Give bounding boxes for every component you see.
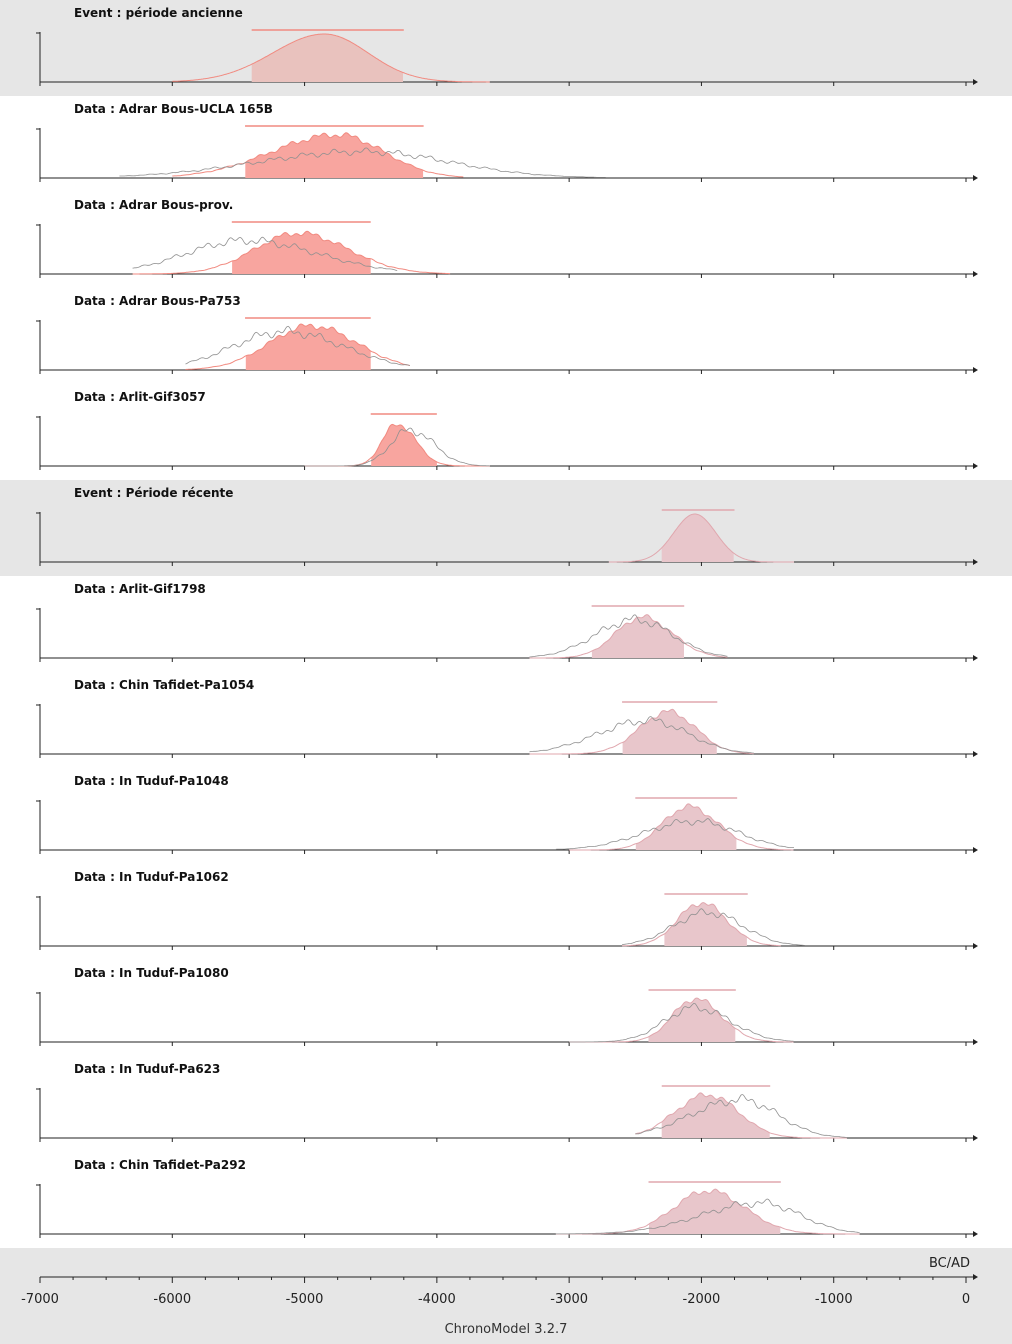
panel-title: Data : Arlit-Gif1798: [74, 582, 206, 596]
panel-title: Data : In Tuduf-Pa1080: [74, 966, 229, 980]
hpd-fill: [623, 709, 717, 754]
axis-arrow-icon: [973, 655, 978, 661]
axis-arrow-icon: [973, 1039, 978, 1045]
axis-arrow-icon: [973, 271, 978, 277]
panel-data: [36, 1062, 978, 1142]
hpd-fill: [232, 231, 371, 274]
panel-title: Data : Arlit-Gif3057: [74, 390, 206, 404]
panel-title: Data : In Tuduf-Pa623: [74, 1062, 221, 1076]
axis-arrow-icon: [973, 751, 978, 757]
axis-arrow-icon: [973, 463, 978, 469]
axis-arrow-icon: [973, 175, 978, 181]
axis-arrow-icon: [973, 943, 978, 949]
axis-arrow-icon: [973, 1231, 978, 1237]
x-tick-label: -6000: [153, 1292, 192, 1307]
panel-event: [0, 480, 1012, 576]
x-tick-label: -3000: [550, 1292, 589, 1307]
panel-title: Data : In Tuduf-Pa1062: [74, 870, 229, 884]
panel-title: Event : Période récente: [74, 486, 234, 500]
panel-title: Data : Adrar Bous-Pa753: [74, 294, 241, 308]
hpd-fill: [662, 1093, 770, 1138]
panel-title: Data : Chin Tafidet-Pa1054: [74, 678, 255, 692]
panel-title: Event : période ancienne: [74, 6, 243, 20]
hpd-fill: [592, 615, 684, 658]
axis-arrow-icon: [973, 847, 978, 853]
x-axis-label: BC/AD: [928, 1256, 970, 1271]
panel-title: Data : Adrar Bous-UCLA 165B: [74, 102, 273, 116]
panel-event: [0, 0, 1012, 96]
app-version: ChronoModel 3.2.7: [444, 1322, 568, 1337]
panel-title: Data : Chin Tafidet-Pa292: [74, 1158, 246, 1172]
hpd-fill: [649, 1189, 780, 1234]
panel-title: Data : In Tuduf-Pa1048: [74, 774, 229, 788]
x-tick-label: -5000: [285, 1292, 324, 1307]
hpd-fill: [245, 133, 423, 178]
axis-arrow-icon: [973, 367, 978, 373]
axis-arrow-icon: [973, 1135, 978, 1141]
panel-data: [36, 774, 978, 854]
x-tick-label: 0: [961, 1292, 971, 1307]
panel-data: [36, 582, 978, 662]
x-tick-label: -4000: [417, 1292, 456, 1307]
panel-data: [36, 1158, 978, 1238]
panel-data: [36, 390, 978, 470]
panel-data: [36, 102, 978, 182]
x-tick-label: -7000: [21, 1292, 59, 1307]
panel-data: [36, 294, 978, 374]
panel-data: [36, 678, 978, 758]
panel-data: [36, 870, 978, 950]
panel-data: [36, 198, 978, 278]
bottom-axis: [0, 1248, 1012, 1344]
panel-data: [36, 966, 978, 1046]
x-tick-label: -2000: [682, 1292, 721, 1307]
x-tick-label: -1000: [814, 1292, 853, 1307]
panel-title: Data : Adrar Bous-prov.: [74, 198, 234, 212]
